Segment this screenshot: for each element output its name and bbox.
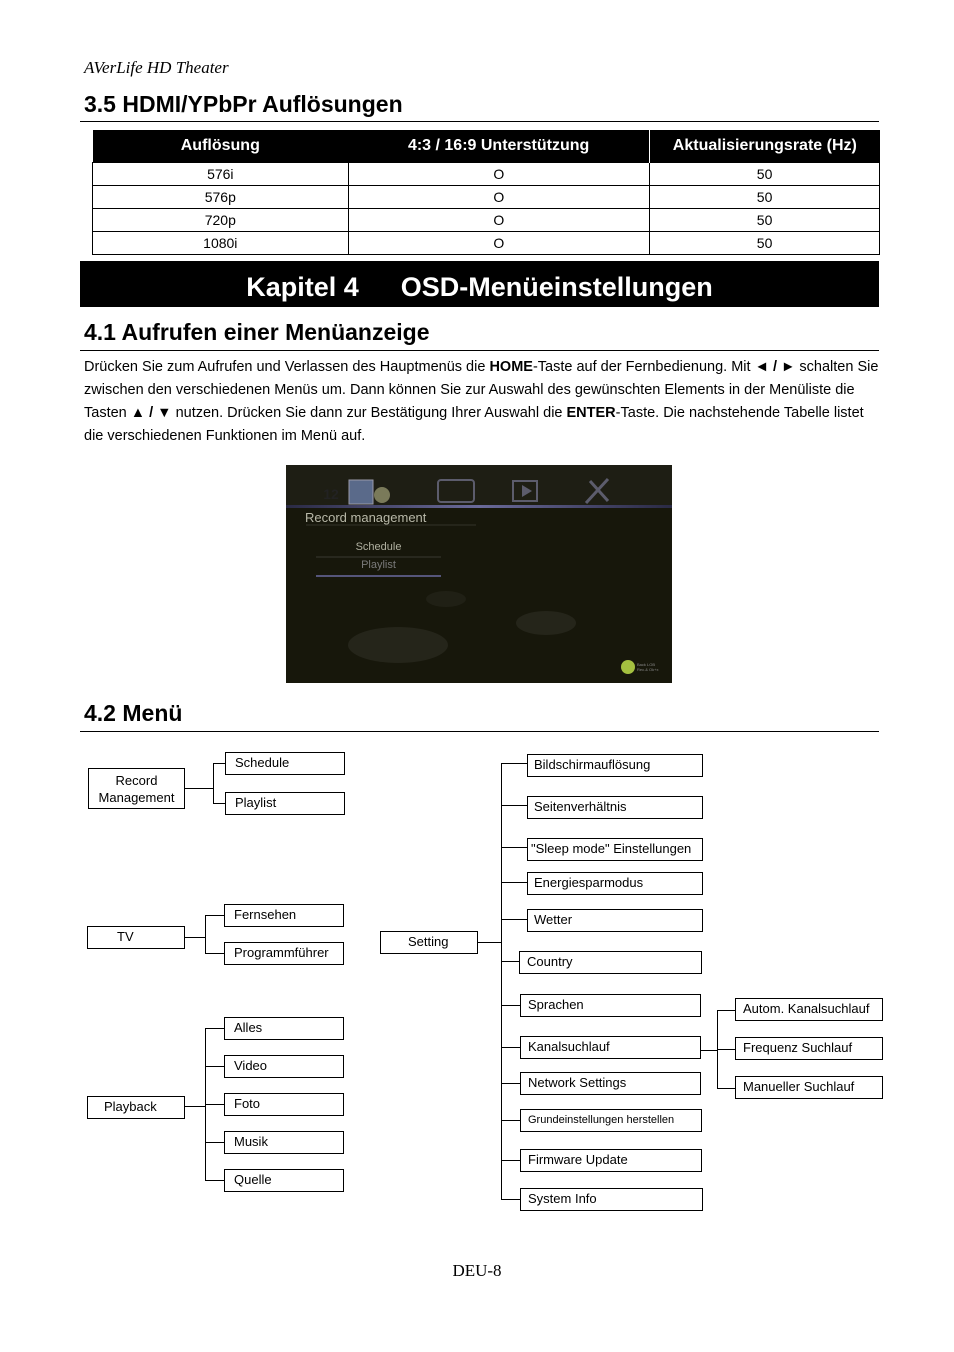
menu-node-bildschirmaufloesung: Bildschirmauflösung [527,754,703,777]
menu-node-quelle: Quelle [224,1169,344,1192]
menu-node-firmware-update: Firmware Update [520,1149,702,1172]
menu-node-network-settings: Network Settings [520,1072,701,1095]
text-run: -Taste auf der Fernbedienung. Mit [532,359,755,375]
table-cell: 720p [93,209,349,232]
menu-node-schedule: Schedule [225,752,345,775]
chapter-title: OSD-Menüeinstellungen [400,272,713,302]
menu-node-kanalsuchlauf: Kanalsuchlauf [520,1036,701,1059]
table-cell: O [348,232,650,255]
menu-node-playback: Playback [87,1096,185,1119]
enter-key: ENTER [566,405,616,421]
text-run: -Taste. Die nachstehende Tabelle listet die verschiedenen Funktionen im Menü auf. [84,405,864,444]
page-number: DEU-8 [452,1261,502,1280]
home-key: HOME [489,359,533,375]
menu-node-tv: TV [87,926,185,949]
menu-node-energiesparmodus: Energiesparmodus [527,872,703,895]
table-cell: 50 [650,209,880,232]
menu-node-record-management: Record Management [88,768,185,809]
column-header: Aktualisierungsrate (Hz) [650,130,880,163]
table-cell: O [348,163,650,186]
calendar-day: 12 [323,486,339,502]
menu-node-seitenverhaeltnis: Seitenverhältnis [527,796,703,819]
menu-node-musik: Musik [224,1131,344,1154]
section-4-2-heading: 4.2 Menü [84,700,183,726]
table-cell: 576i [93,163,349,186]
up-down-arrows: ▲ / ▼ [130,405,172,421]
table-cell: 1080i [93,232,349,255]
section-4-1-heading: 4.1 Aufrufen einer Menüanzeige [84,319,430,345]
menu-node-grundeinstellungen: Grundeinstellungen herstellen [520,1109,702,1132]
osd-hint-line: Back LOB [637,662,656,667]
osd-menu-title: Record management [305,510,427,525]
osd-item-playlist: Playlist [361,559,396,571]
menu-node-foto: Foto [224,1093,344,1116]
column-header: Auflösung [93,130,349,163]
table-cell: 576p [93,186,349,209]
document-header: AVerLife HD Theater [84,58,229,77]
table-cell: 50 [650,232,880,255]
menu-node-fernsehen: Fernsehen [224,904,344,927]
menu-node-alles: Alles [224,1017,344,1040]
menu-node-country: Country [519,951,702,974]
osd-item-schedule: Schedule [355,541,402,553]
menu-node-system-info: System Info [520,1188,703,1211]
chapter-number: Kapitel 4 [246,272,359,302]
menu-node-wetter: Wetter [527,909,703,932]
text-run: schalten Sie zwischen den verschiedenen Menüs um. Dann können Sie zur Auswahl des gewünschten Elements in der Menüliste die Tasten [84,359,879,421]
left-right-arrows: ◄ / ► [754,359,796,375]
table-cell: O [348,186,650,209]
menu-node-playlist: Playlist [225,792,345,815]
menu-node-video: Video [224,1055,344,1078]
menu-node-programmfuehrer: Programmführer [224,942,344,965]
text-run: nutzen. Drücken Sie dann zur Bestätigung Ihrer Auswahl die [171,405,567,421]
menu-node-setting: Setting [380,931,478,954]
menu-node-manueller-suchlauf: Manueller Suchlauf [735,1076,883,1099]
text-run: Drücken Sie zum Aufrufen und Verlassen des Hauptmenüs die [84,359,490,375]
section-3-5-heading: 3.5 HDMI/YPbPr Auflösungen [84,91,403,117]
column-header: 4:3 / 16:9 Unterstützung [348,130,650,163]
menu-node-frequenz-suchlauf: Frequenz Suchlauf [735,1037,883,1060]
table-cell: 50 [650,186,880,209]
menu-node-autom-kanalsuchlauf: Autom. Kanalsuchlauf [735,998,883,1021]
menu-node-sleep-mode: "Sleep mode" Einstellungen [527,838,703,861]
osd-hint-line: Rec.& Ok+x [637,667,659,672]
menu-node-sprachen: Sprachen [520,994,701,1017]
table-cell: O [348,209,650,232]
table-cell: 50 [650,163,880,186]
